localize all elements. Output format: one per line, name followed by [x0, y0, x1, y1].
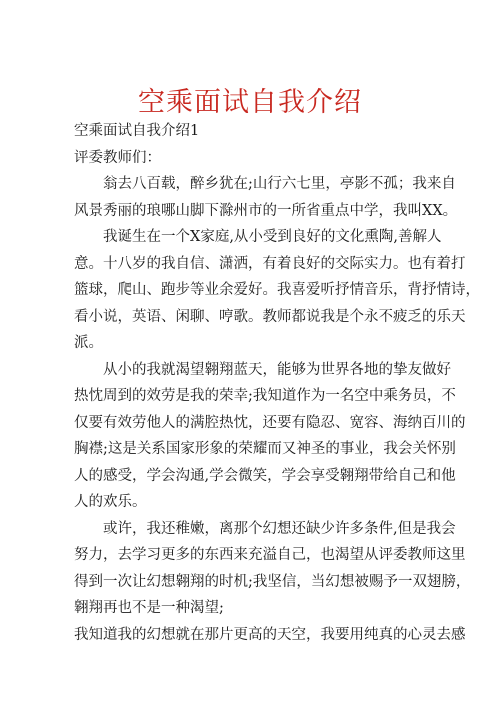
salutation-line: 评委教师们： — [74, 149, 161, 166]
paragraph-line: 胸襟;这是关系国家形象的荣耀而又神圣的事业，我会关怀别 — [74, 441, 456, 457]
paragraph-line: 热忱周到的效劳是我的荣幸;我知道作为一名空中乘务员，不 — [74, 388, 456, 404]
paragraph-line: 仅要有效劳他人的满腔热忱，还要有隐忍、宽容、海纳百川的 — [74, 414, 466, 431]
paragraph-line: 翱翔再也不是一种渴望; — [74, 600, 224, 616]
paragraph-line: 我诞生在一个X家庭,从小受到良好的文化熏陶,善解人 — [103, 229, 442, 245]
paragraph-line: 我知道我的幻想就在那片更高的天空，我要用纯真的心灵去感 — [74, 626, 466, 643]
paragraph-line: 人的感受，学会沟通,学会微笑，学会享受翱翔带给自己和他 — [74, 467, 456, 484]
paragraph-line: 翁去八百载，醉乡犹在;山行六七里，亭影不孤；我来自 — [103, 176, 456, 192]
paragraph-line: 努力，去学习更多的东西来充溢自己，也渴望从评委教师这里 — [74, 547, 466, 563]
paragraph-line: 意。十八岁的我自信、潇洒，有着良好的交际实力。也有着打 — [74, 255, 466, 272]
document-body — [74, 118, 480, 648]
paragraph-line: 篮球，爬山、跑步等业余爱好。我喜爱听抒情音乐，背抒情诗， — [74, 282, 480, 298]
subtitle-line: 空乘面试自我介绍1 — [74, 123, 200, 139]
document-title: 空乘面试自我介绍 — [138, 87, 362, 118]
paragraph-line: 得到一次让幻想翱翔的时机;我坚信，当幻想被赐予一双翅膀， — [74, 573, 471, 590]
paragraph-line: 风景秀丽的琅哪山脚下滁州市的一所省重点中学，我叫XX。 — [74, 202, 458, 219]
paragraph-line: 或许，我还稚嫩，离那个幻想还缺少许多条件,但是我会 — [103, 520, 456, 537]
paragraph-line: 人的欢乐。 — [74, 494, 147, 510]
paragraph-line: 从小的我就渴望翱翔蓝天，能够为世界各地的挚友做好 — [103, 361, 451, 378]
paragraph-line: 看小说，英语、闲聊、哼歌。教师都说我是个永不疲乏的乐天 — [74, 308, 466, 325]
paragraph-line: 派。 — [74, 335, 103, 351]
